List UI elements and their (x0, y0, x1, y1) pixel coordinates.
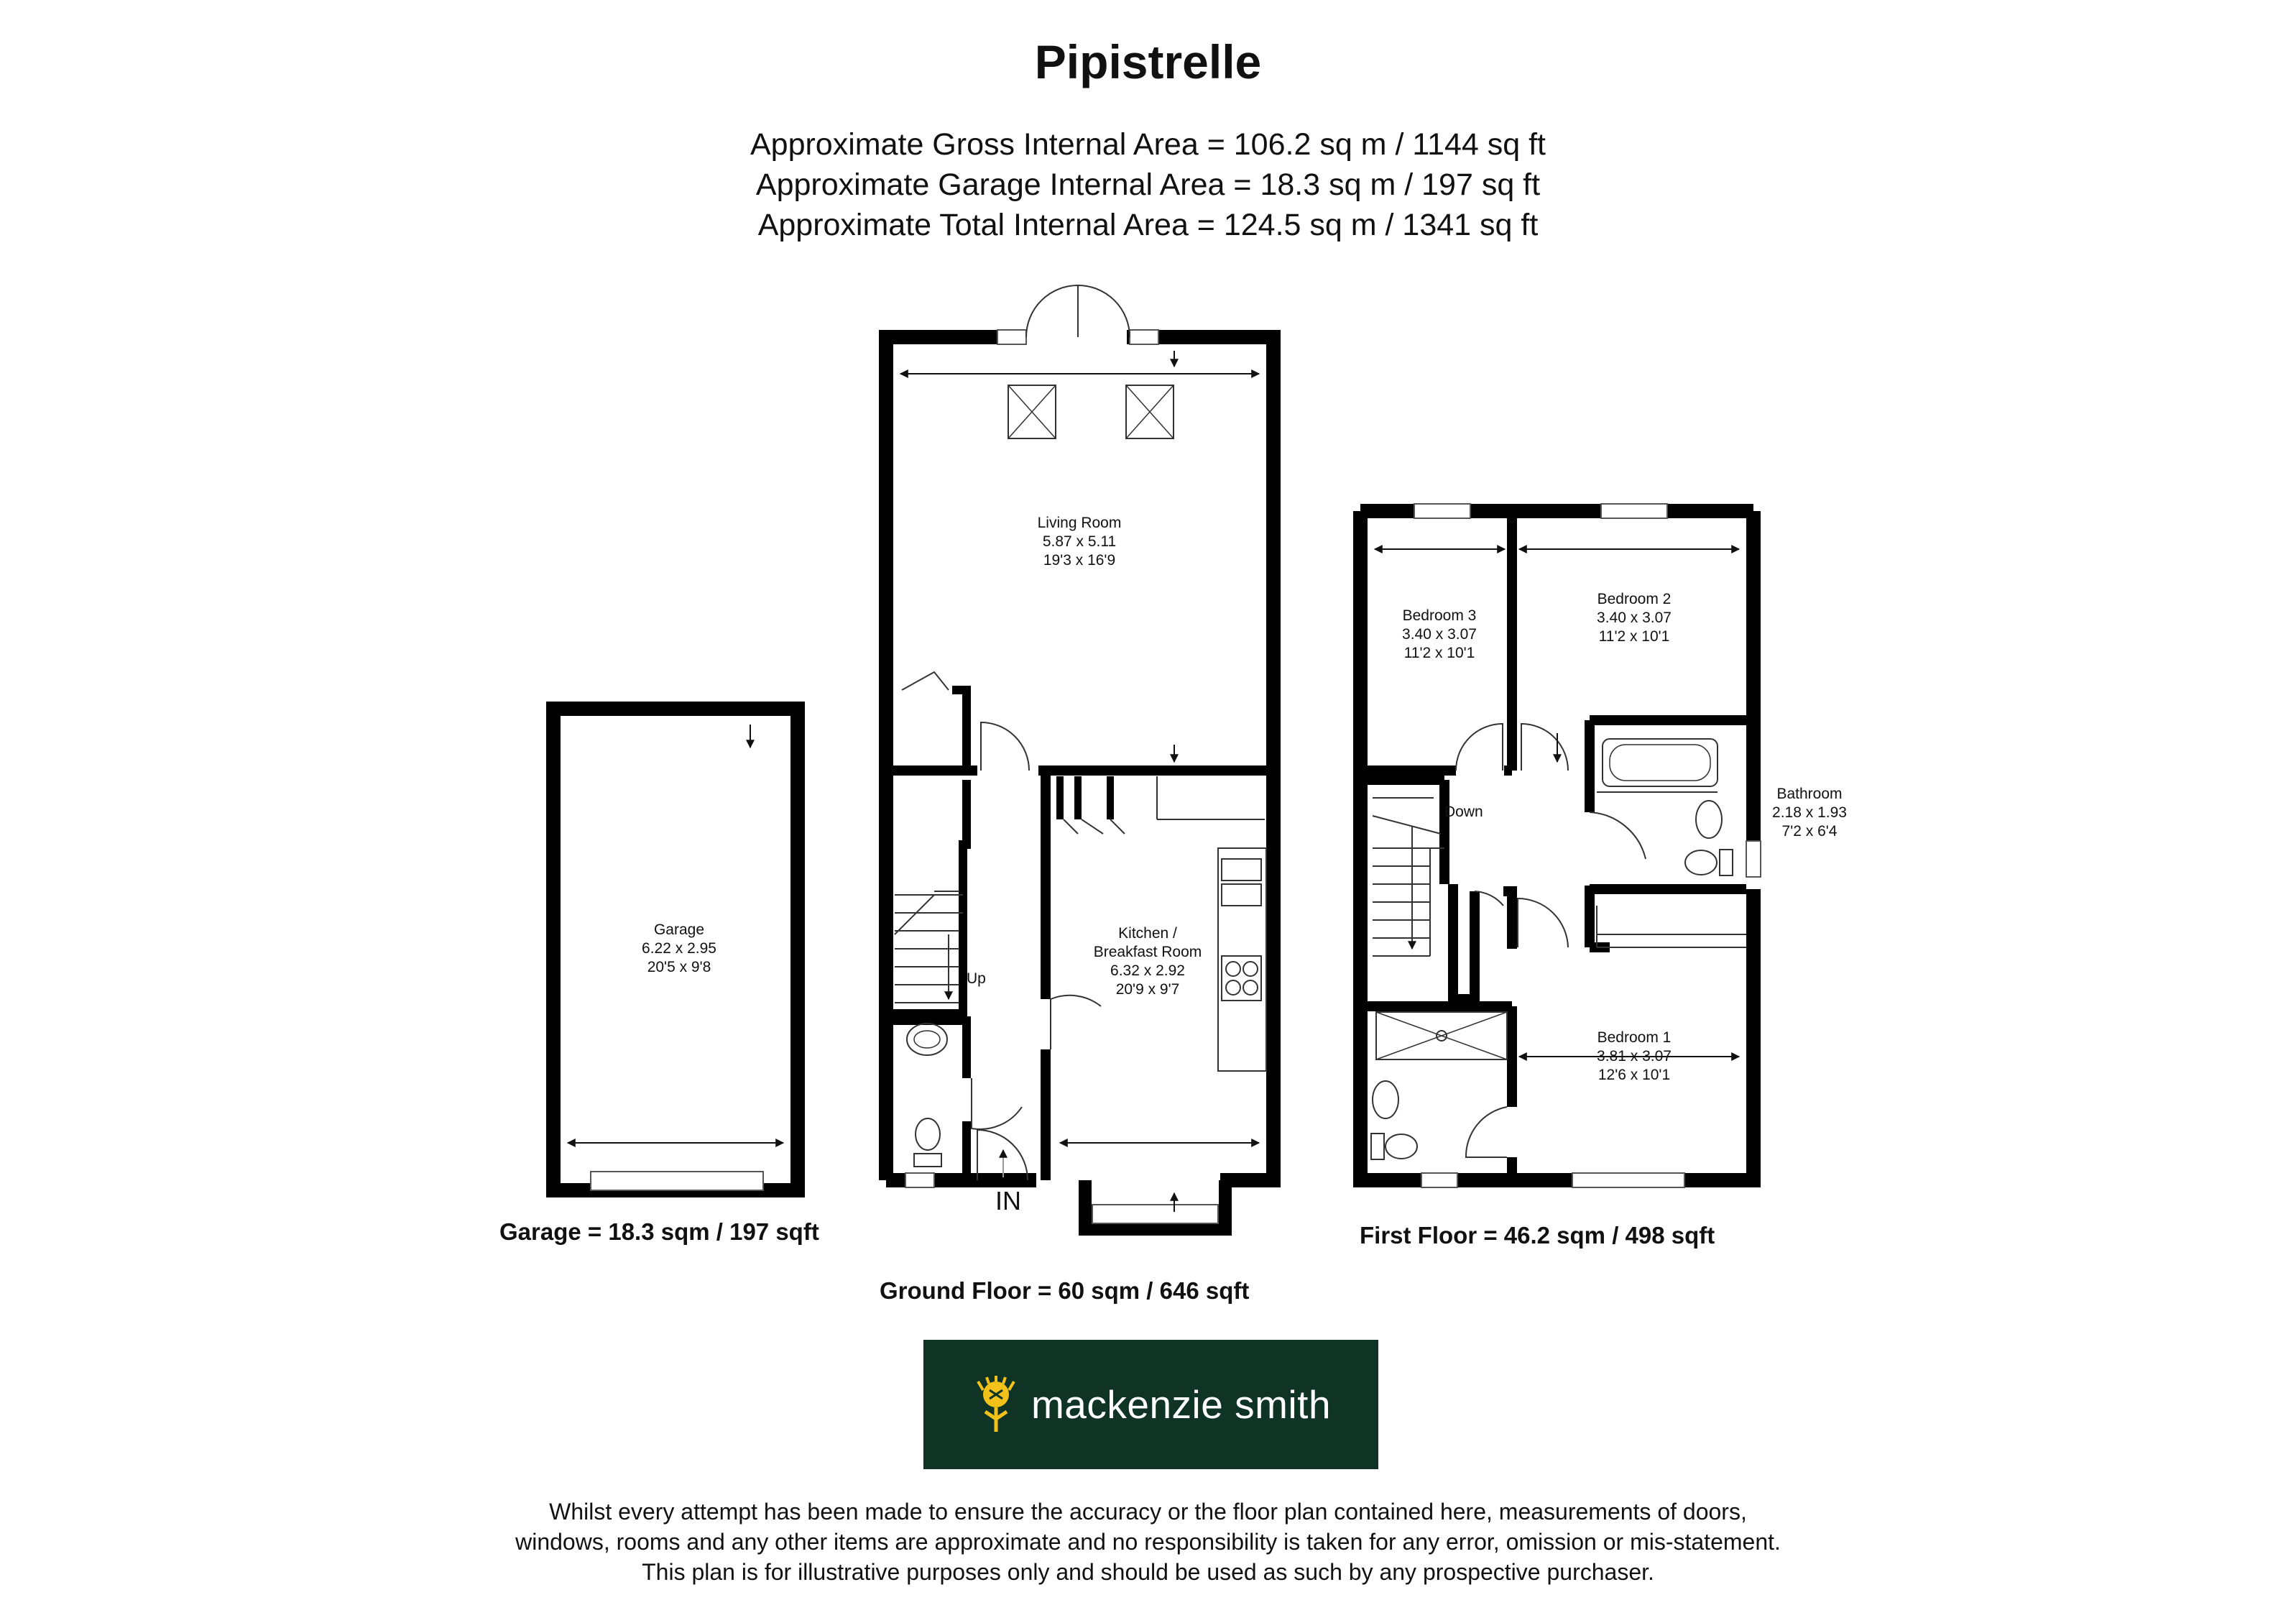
ground-stairs (895, 891, 963, 1003)
bathroom-metric: 2.18 x 1.93 (1772, 804, 1847, 821)
kitchen-name: Kitchen / (1118, 925, 1177, 942)
garage-door (591, 1172, 763, 1190)
kitchen-name-2: Breakfast Room (1093, 944, 1202, 960)
garage-metric: 6.22 x 2.95 (642, 940, 716, 957)
bathroom-imperial: 7'2 x 6'4 (1781, 823, 1838, 840)
stairs-up-label: Up (967, 970, 986, 987)
bedroom2-imperial: 11'2 x 10'1 (1598, 628, 1670, 645)
brand-name: mackenzie smith (1031, 1382, 1332, 1427)
page-title: Pipistrelle (1034, 35, 1262, 88)
bedroom1-metric: 3.81 x 3.07 (1597, 1048, 1672, 1065)
ensuite-toilet-icon (1371, 1134, 1417, 1159)
bathroom-basin-icon (1696, 801, 1722, 838)
roof-light (1008, 385, 1174, 438)
bedroom3-imperial: 11'2 x 10'1 (1403, 645, 1475, 661)
basin-icon (907, 1024, 947, 1055)
living-room-imperial: 19'3 x 16'9 (1043, 552, 1116, 569)
bedroom3-metric: 3.40 x 3.07 (1402, 626, 1477, 643)
ground-outer-walls (886, 337, 1273, 1180)
shower-icon (1376, 1012, 1507, 1059)
disclaimer-line: This plan is for illustrative purposes only and should be used as such by any prospective purchaser. (642, 1559, 1654, 1585)
hob-icon (1222, 956, 1261, 1001)
garage-plan (553, 709, 798, 1190)
ensuite-basin-icon (1373, 1081, 1398, 1118)
bath-icon (1603, 739, 1718, 786)
garage-floor-caption: Garage = 18.3 sqm / 197 sqft (499, 1218, 819, 1245)
bedroom3-name: Bedroom 3 (1402, 607, 1477, 624)
ground-floor-caption: Ground Floor = 60 sqm / 646 sqft (880, 1277, 1250, 1304)
disclaimer-line: Whilst every attempt has been made to ensure the accuracy or the floor plan contained here, measurements of doors, (549, 1499, 1747, 1525)
stairs-down-label: Down (1444, 804, 1483, 820)
entrance-label: IN (995, 1186, 1021, 1215)
bedroom2-metric: 3.40 x 3.07 (1597, 610, 1672, 626)
bedroom1-name: Bedroom 1 (1597, 1029, 1672, 1046)
garage-imperial: 20'5 x 9'8 (647, 959, 711, 975)
toilet-icon (914, 1118, 941, 1167)
ground-floor-plan (886, 285, 1273, 1229)
bathroom-toilet-icon (1685, 850, 1733, 875)
garage-name: Garage (653, 921, 705, 938)
kitchen-worktop (1218, 848, 1266, 1071)
bathroom-name: Bathroom (1776, 786, 1843, 802)
living-room-metric: 5.87 x 5.11 (1042, 533, 1117, 550)
brand-logo (923, 1340, 1378, 1469)
thistle-icon (971, 1376, 1021, 1433)
kitchen-metric: 6.32 x 2.92 (1110, 962, 1185, 979)
gross-area-text: Approximate Gross Internal Area = 106.2 sq m / 1144 sq ft (750, 127, 1546, 162)
living-room-name: Living Room (1037, 515, 1122, 531)
bedroom1-imperial: 12'6 x 10'1 (1597, 1067, 1671, 1083)
sink-icon (1222, 859, 1261, 906)
french-door-right (1078, 285, 1130, 337)
bedroom2-name: Bedroom 2 (1597, 591, 1672, 607)
total-area-text: Approximate Total Internal Area = 124.5 sq m / 1341 sq ft (757, 208, 1539, 242)
first-floor-stairs (1373, 798, 1444, 956)
french-door-left (1026, 285, 1078, 337)
disclaimer-line: windows, rooms and any other items are approximate and no responsibility is taken for any error, omission or mis-statement. (515, 1529, 1781, 1555)
disclaimer (0, 1496, 2296, 1587)
kitchen-imperial: 20'9 x 9'7 (1115, 981, 1180, 998)
first-floor-plan (1360, 504, 1847, 1187)
garage-area-text: Approximate Garage Internal Area = 18.3 sq m / 197 sq ft (755, 167, 1541, 202)
first-floor-caption: First Floor = 46.2 sqm / 498 sqft (1360, 1222, 1715, 1249)
